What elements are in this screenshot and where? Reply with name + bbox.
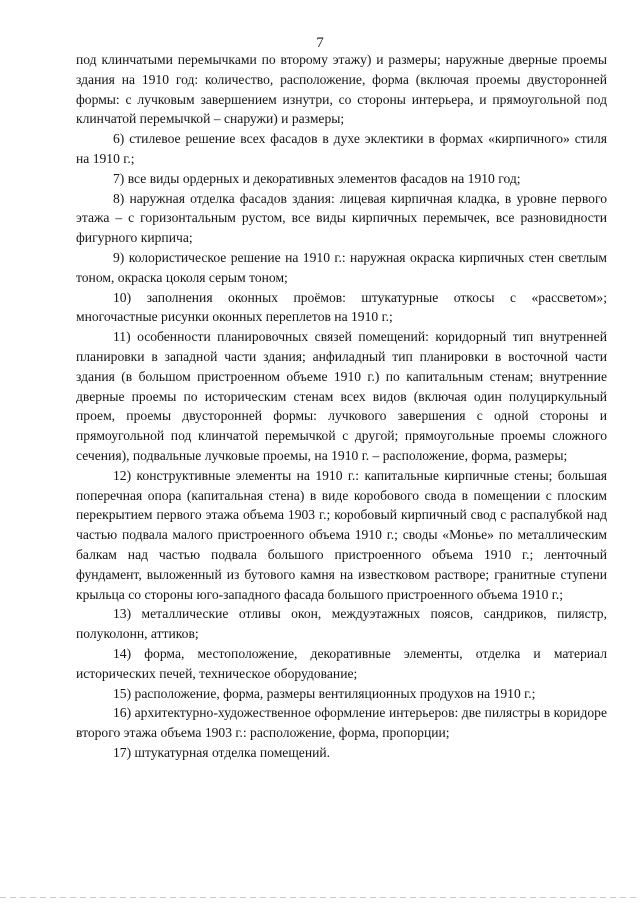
paragraph-item-10: 10) заполнения оконных проёмов: штукатурные откосы с «рассветом»; многочастные рисунки оконных переплетов на 1910 г.;: [76, 289, 607, 325]
paragraph-item-14: 14) форма, местоположение, декоративные элементы, отделка и материал исторических печей, техническое оборудование;: [76, 645, 607, 681]
paragraph-item-13: 13) металлические отливы окон, междуэтажных поясов, сандриков, пилястр, полуколонн, аттиков;: [76, 606, 607, 642]
paragraph-item-12: 12) конструктивные элементы на 1910 г.: капитальные кирпичные стены; большая поперечная опора (капитальная стена) в виде коробового свода в помещении с плоским перекрытием первого этажа объема 1903 г.; коробовый кирпичный свод с распалубкой над частью подвала малого пристроенного объема 1910 г.; своды «Монье» по металлическим балкам над частью подвала большого пристроенного объема 1910 г.; ленточный фундамент, выложенный из бутового камня на известковом растворе; гранитные ступени крыльца со стороны юго-западного фасада большого пристроенного объема 1910 г.;: [76, 467, 607, 602]
paragraph-item-17: 17) штукатурная отделка помещений.: [113, 744, 331, 760]
paragraph-item-9: 9) колористическое решение на 1910 г.: наружная окраска кирпичных стен светлым тоном, окраска цоколя серым тоном;: [76, 249, 607, 285]
document-body: [76, 50, 607, 763]
paragraph-item-8: 8) наружная отделка фасадов здания: лицевая кирпичная кладка, в уровне первого этажа – с горизонтальным рустом, все виды кирпичных перемычек, все разновидности фигурного кирпича;: [76, 190, 607, 246]
paragraph-item-16: 16) архитектурно-художественное оформление интерьеров: две пилястры в коридоре второго этажа объема 1903 г.: расположение, форма, пропорции;: [76, 705, 607, 741]
paragraph-item-6: 6) стилевое решение всех фасадов в духе эклектики в формах «кирпичного» стиля на 1910 г.;: [76, 131, 607, 166]
paragraph-continuation: под клинчатыми перемычками по второму этажу) и размеры; наружные дверные проемы здания на 1910 год: количество, расположение, форма (включая проемы двусторонней формы: с лучковым завершением изнутри, со стороны интерьера, и прямоугольной под клинчатой перемычкой – снаружи) и размеры;: [76, 52, 607, 127]
paragraph-item-11: 11) особенности планировочных связей помещений: коридорный тип внутренней планировки в западной части здания; анфиладный тип планировки в восточной части здания (в большом пристроенном объеме 1910 г.) по капитальным стенам; внутренние дверные проемы по историческим стенам всех видов (включая один полуциркульный проем, проемы двусторонней формы: лучкового завершения с одной стороны и прямоугольной под клинчатой перемычкой с другой; прямоугольные проемы сложного сечения), подвальные лучковые проемы, на 1910 г. – расположение, форма, размеры;: [76, 329, 607, 463]
paragraph-item-15: 15) расположение, форма, размеры вентиляционных продухов на 1910 г.;: [113, 685, 536, 701]
paragraph-item-7: 7) все виды ордерных и декоративных элементов фасадов на 1910 год;: [113, 170, 521, 186]
page-number: 7: [316, 35, 324, 51]
scan-bottom-edge: [0, 897, 640, 898]
